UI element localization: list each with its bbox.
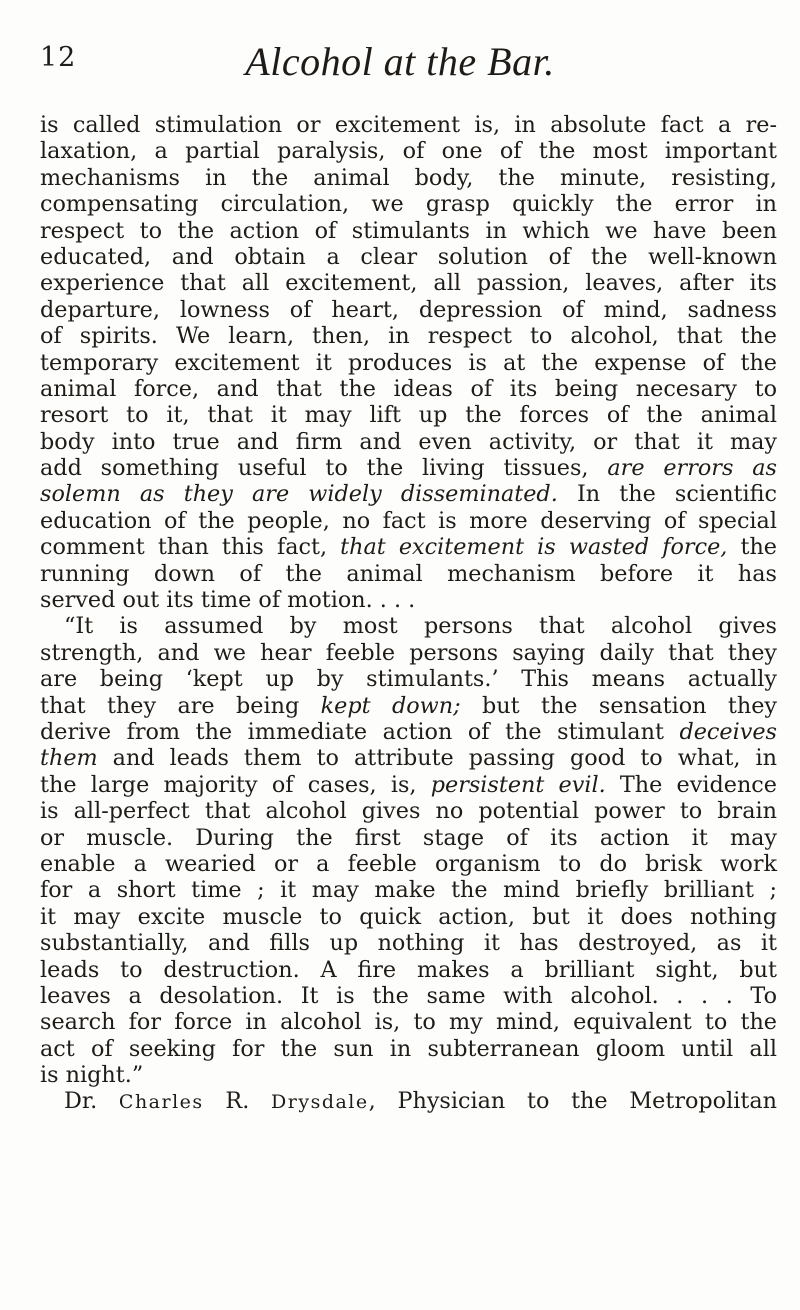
text-line: or muscle. During the first stage of its action it may <box>40 824 777 851</box>
text-line: act of seeking for the sun in subterranean gloom until all <box>40 1035 777 1062</box>
text-line: are being ‘kept up by stimulants.’ This means actually <box>40 666 777 693</box>
italic-emphasis: them <box>40 745 98 772</box>
page-number: 12 <box>40 42 77 73</box>
text-line: enable a wearied or a feeble organism to do brisk work <box>40 850 777 877</box>
text-line: animal force, and that the ideas of its being necesary to <box>40 375 777 402</box>
author-surname: Drysdale <box>271 1091 369 1114</box>
text-line: derive from the immediate action of the stimulant deceives <box>40 718 777 745</box>
italic-emphasis: solemn as they are widely disseminated. <box>40 481 558 508</box>
text-line: of spirits. We learn, then, in respect to alcohol, that the <box>40 323 777 350</box>
text-line: “It is assumed by most persons that alcohol gives <box>64 613 777 640</box>
text-line: respect to the action of stimulants in which we have been <box>40 217 777 244</box>
text-line: for a short time ; it may make the mind briefly brilliant ; <box>40 877 777 904</box>
text-line: search for force in alcohol is, to my mind, equivalent to the <box>40 1009 777 1036</box>
text-line: laxation, a partial paralysis, of one of the most important <box>40 138 777 165</box>
italic-emphasis: deceives <box>679 718 777 745</box>
italic-emphasis: are errors as <box>607 455 777 482</box>
text-line: body into true and firm and even activity, or that it may <box>40 428 777 455</box>
text-line: departure, lowness of heart, depression of mind, sadness <box>40 296 777 323</box>
text-line: mechanisms in the animal body, the minute, resisting, <box>40 164 777 191</box>
text-line: leads to destruction. A fire makes a brilliant sight, but <box>40 956 777 983</box>
text-line: comment than this fact, that excitement is wasted force, the <box>40 534 777 561</box>
text-line: temporary excitement it produces is at the expense of the <box>40 349 777 376</box>
text-line: substantially, and fills up nothing it has destroyed, as it <box>40 930 777 957</box>
text-line: compensating circulation, we grasp quickly the error in <box>40 191 777 218</box>
text-line: resort to it, that it may lift up the forces of the animal <box>40 402 777 429</box>
text-line: add something useful to the living tissues, are errors as <box>40 455 777 482</box>
text-line: that they are being kept down; but the sensation they <box>40 692 777 719</box>
text-line: education of the people, no fact is more deserving of special <box>40 507 777 534</box>
italic-emphasis: that excitement is wasted force, <box>340 534 728 561</box>
author-first-name: Charles <box>118 1091 204 1114</box>
text-line: served out its time of motion. . . . <box>40 587 416 614</box>
text-line: is night.” <box>40 1062 144 1089</box>
running-title: Alcohol at the Bar. <box>245 39 555 84</box>
text-line: solemn as they are widely disseminated. In the scientific <box>40 481 778 508</box>
italic-emphasis: persistent evil. <box>430 771 606 798</box>
attribution-line: Dr. Charles R. Drysdale, Physician to the Metropolitan <box>64 1088 777 1115</box>
body-text <box>40 112 777 1115</box>
text-line: educated, and obtain a clear solution of the well-known <box>40 243 777 270</box>
italic-emphasis: kept down; <box>320 692 461 719</box>
text-line: them and leads them to attribute passing good to what, in <box>40 745 777 772</box>
text-line: leaves a desolation. It is the same with alcohol. . . . To <box>40 982 777 1009</box>
text-line: is called stimulation or excitement is, in absolute fact a re- <box>40 112 777 138</box>
text-line: strength, and we hear feeble persons saying daily that they <box>40 639 777 666</box>
text-line: the large majority of cases, is, persistent evil. The evidence <box>40 771 777 798</box>
text-line: experience that all excitement, all passion, leaves, after its <box>40 270 777 297</box>
running-head <box>40 38 760 88</box>
text-line: running down of the animal mechanism before it has <box>40 560 777 587</box>
text-line: it may excite muscle to quick action, but it does nothing <box>40 903 777 930</box>
text-line: is all-perfect that alcohol gives no potential power to brain <box>40 798 777 825</box>
